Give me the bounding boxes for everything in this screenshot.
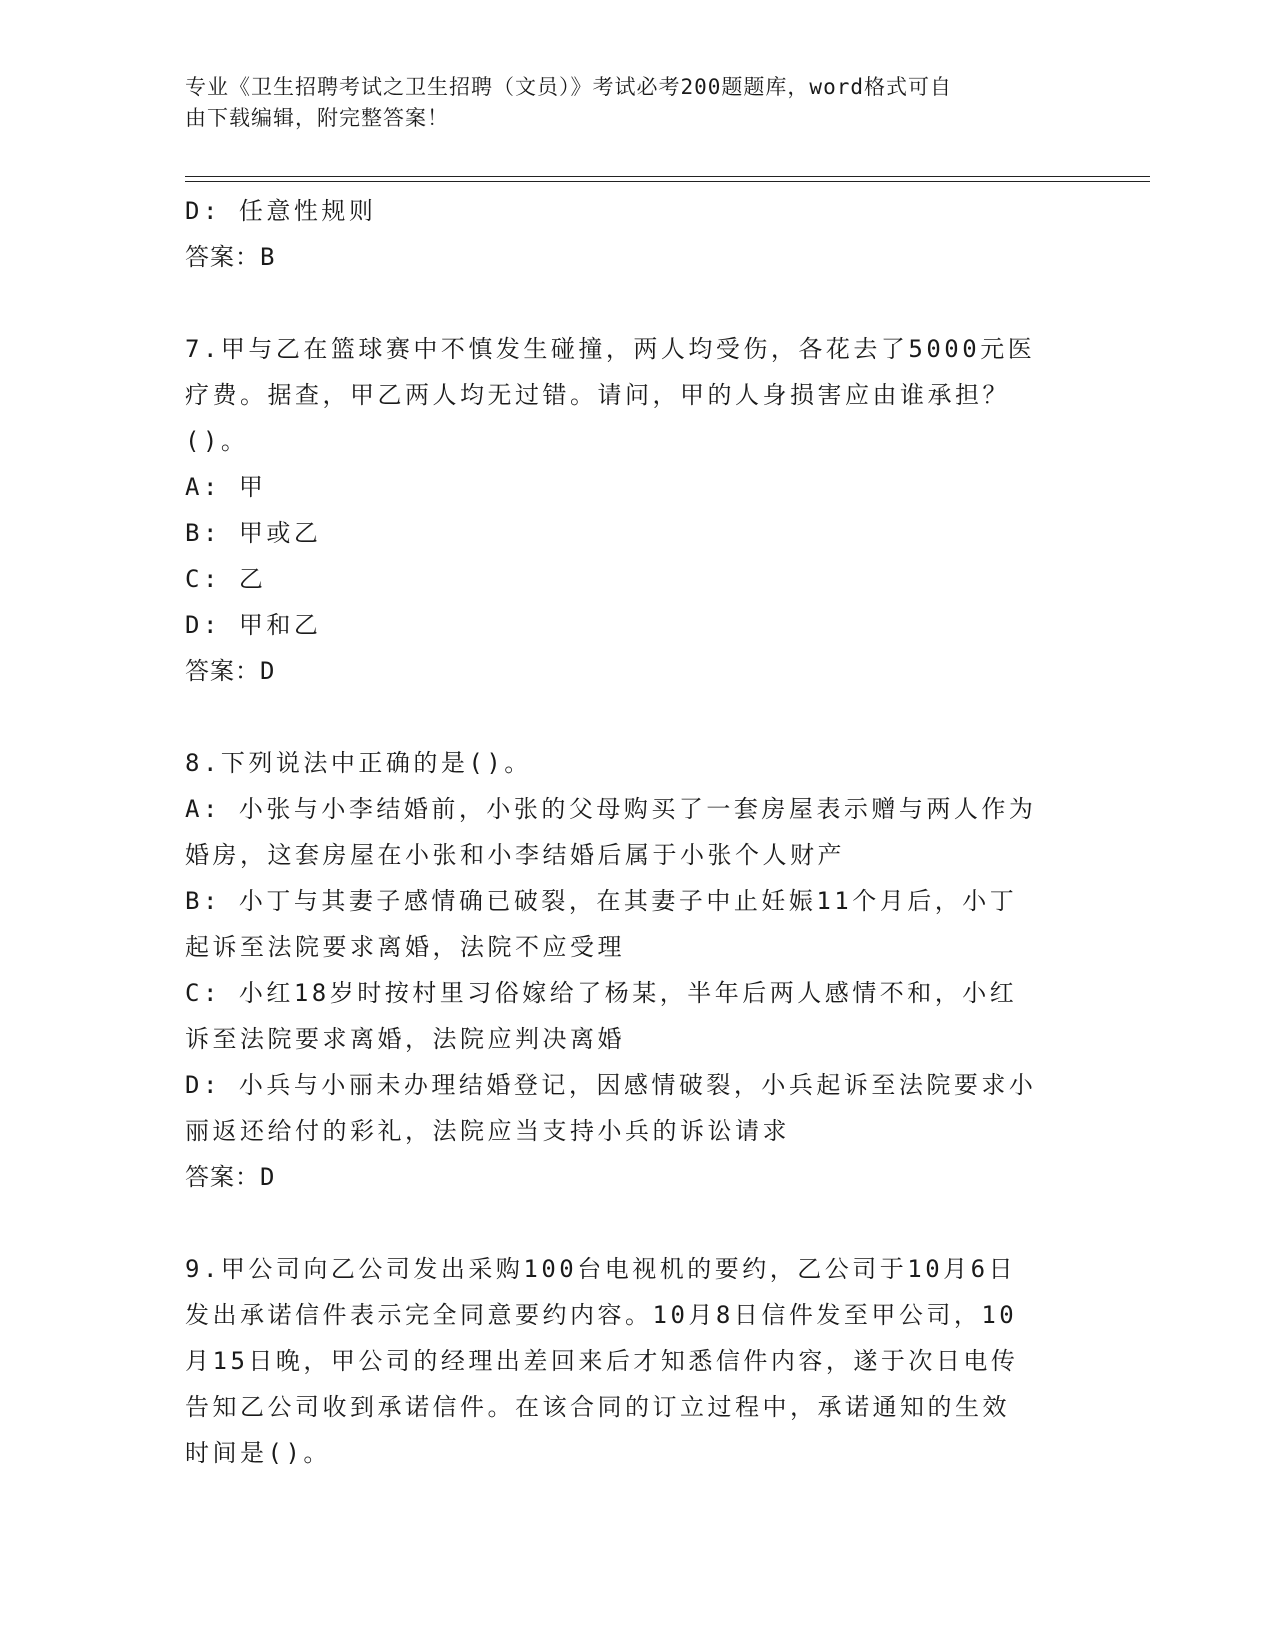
question-9	[185, 1246, 1085, 1476]
option-a: A: 甲	[185, 473, 267, 501]
question-7	[185, 326, 1085, 694]
question-stem: 7.甲与乙在篮球赛中不慎发生碰撞，两人均受伤，各花去了5000元医	[185, 335, 1036, 363]
answer: 答案：B	[185, 243, 276, 271]
question-stem: ()。	[185, 427, 249, 455]
header-divider	[185, 181, 1150, 182]
question-stem: 9.甲公司向乙公司发出采购100台电视机的要约，乙公司于10月6日	[185, 1255, 1017, 1283]
header-line: 专业《卫生招聘考试之卫生招聘（文员）》考试必考200题题库，word格式可自	[185, 75, 952, 99]
page-header	[185, 72, 1065, 134]
option-c: C: 小红18岁时按村里习俗嫁给了杨某，半年后两人感情不和，小红	[185, 979, 1018, 1007]
header-divider	[185, 176, 1150, 177]
question-stem: 时间是()。	[185, 1439, 331, 1467]
option-c: C: 乙	[185, 565, 267, 593]
option-b: B: 甲或乙	[185, 519, 322, 547]
option-a: 婚房，这套房屋在小张和小李结婚后属于小张个人财产	[185, 841, 845, 869]
option-a: A: 小张与小李结婚前，小张的父母购买了一套房屋表示赠与两人作为	[185, 795, 1037, 823]
option-b: B: 小丁与其妻子感情确已破裂，在其妻子中止妊娠11个月后，小丁	[185, 887, 1018, 915]
option-c: 诉至法院要求离婚，法院应判决离婚	[185, 1025, 625, 1053]
document-body	[185, 188, 1085, 1476]
option-b: 起诉至法院要求离婚，法院不应受理	[185, 933, 625, 961]
answer: 答案：D	[185, 1163, 276, 1191]
option-d: D: 任意性规则	[185, 197, 377, 225]
question-stem: 8.下列说法中正确的是()。	[185, 749, 532, 777]
option-d: D: 甲和乙	[185, 611, 322, 639]
option-d: D: 小兵与小丽未办理结婚登记，因感情破裂，小兵起诉至法院要求小	[185, 1071, 1037, 1099]
question-stem: 发出承诺信件表示完全同意要约内容。10月8日信件发至甲公司，10	[185, 1301, 1018, 1329]
answer: 答案：D	[185, 657, 276, 685]
option-d: 丽返还给付的彩礼，法院应当支持小兵的诉讼请求	[185, 1117, 790, 1145]
question-stem: 告知乙公司收到承诺信件。在该合同的订立过程中，承诺通知的生效	[185, 1393, 1010, 1421]
question-8	[185, 740, 1085, 1200]
question-stem: 月15日晚，甲公司的经理出差回来后才知悉信件内容，遂于次日电传	[185, 1347, 1019, 1375]
question-stem: 疗费。据查，甲乙两人均无过错。请问，甲的人身损害应由谁承担？	[185, 381, 1010, 409]
header-line: 由下载编辑，附完整答案！	[185, 106, 449, 130]
